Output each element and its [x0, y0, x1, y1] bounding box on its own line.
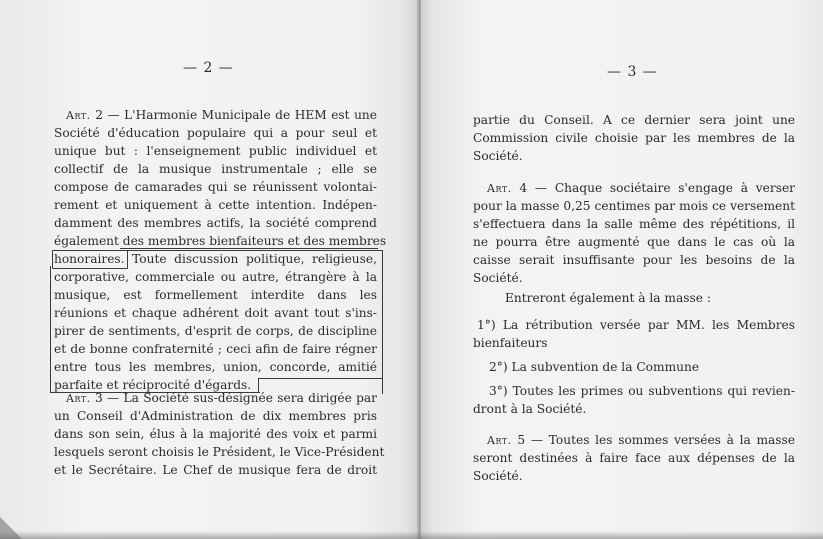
art2-line-6: rement et uniquement à cette intention. Indépen- — [54, 198, 377, 212]
art2-line-4: collectif de la musique instrumentale ; elle se — [54, 162, 377, 176]
art2-line-14: et de bonne confraternité ; ceci afin de faire régner — [54, 342, 377, 356]
highlight-left-rule — [50, 266, 51, 392]
art2-line-10: corporative, commerciale ou autre, étrangère à la — [54, 270, 377, 284]
masse-item-1-line-1: 1°) La rétribution versée par MM. les Membres — [477, 318, 795, 332]
art4-line-1 — [487, 182, 795, 194]
intro-line-1: partie du Conseil. A ce dernier sera joint une — [473, 113, 795, 127]
art3-text-1: 3 — La Société sus-désignée sera dirigée par — [94, 391, 377, 405]
art3-line-3: dans son sein, élus à la majorité des voix et parmi — [54, 427, 377, 441]
art4-line-3: s'effectuera dans la salle même des répétitions, il — [473, 217, 795, 231]
intro-line-2: Commission civile choisie par les membres de la — [473, 131, 795, 145]
art2-line-15: entre tous les membres, union, concorde, amitié — [54, 360, 377, 374]
art2-line-8: également des membres bienfaiteurs et des membres — [54, 234, 387, 248]
art2-line-16: parfaite et réciprocité d'égards. — [54, 378, 252, 392]
masse-item-3-line-1: 3°) Toutes les primes ou subventions qui revien- — [489, 384, 795, 398]
art2-text-1: 2 — L'Harmonie Municipale de HEM est une — [95, 108, 377, 122]
art2-label: Art. — [66, 109, 91, 122]
art3-line-5: et le Secrétaire. Le Chef de musique fera de droit — [54, 463, 377, 477]
art2-line-9: honoraires. Toute discussion politique, religieuse, — [54, 252, 377, 266]
art4-text-1: 4 — Chaque sociétaire s'engage à verser — [519, 181, 795, 195]
page-number-2: — 2 — — [183, 60, 234, 76]
art4-line-6: Société. — [473, 271, 523, 285]
highlight-top-rule — [126, 250, 382, 251]
art2-line-7: damment des membres actifs, la société comprend — [54, 216, 377, 230]
art2-line-11: musique, est formellement interdite dans les — [54, 288, 377, 302]
art2-line-13: pirer de sentiments, d'esprit de corps, de discipline — [54, 324, 377, 338]
art5-line-3: Société. — [473, 469, 523, 483]
art5-line-1 — [487, 434, 795, 446]
art5-label: Art. — [487, 434, 512, 447]
art3-line-4: lesquels seront choisis le Président, le Vice-Président — [54, 445, 385, 459]
masse-item-3-line-2: dront à la Société. — [473, 402, 587, 416]
masse-item-1-line-2: bienfaiteurs — [473, 336, 548, 350]
highlight-right-rule — [382, 250, 383, 394]
art3-label: Art. — [66, 392, 91, 405]
art2-line-12: réunions et chaque adhérent doit avant tout s'ins- — [54, 306, 377, 320]
art5-text-1: 5 — Toutes les sommes versées à la masse — [517, 433, 795, 447]
art3-line-1 — [66, 392, 377, 404]
page-number-3: — 3 — — [607, 64, 658, 80]
art4-line-2: pour la masse 0,25 centimes par mois ce versement — [473, 199, 795, 213]
right-page — [421, 0, 823, 539]
highlight-right-tail — [258, 378, 382, 379]
art4-label: Art. — [487, 182, 512, 195]
intro-line-3: Société. — [473, 149, 523, 163]
masse-heading: Entreront également à la masse : — [505, 291, 711, 305]
art4-line-4: ne pourra être augmenté que dans le cas où la — [473, 235, 795, 249]
art4-line-5: caisse serait insuffisante pour les besoins de la — [473, 253, 795, 267]
art2-line-3: unique but : l'enseignement public individuel et — [54, 144, 377, 158]
art3-line-2: un Conseil d'Administration de dix membres pris — [54, 409, 377, 423]
art2-line-2: Société d'éducation populaire qui a pour seul et — [54, 126, 377, 140]
bottom-shadow — [0, 531, 823, 539]
art2-line-1 — [66, 109, 377, 121]
art2-line-5: compose de camarades qui se réunissent volontai- — [54, 180, 377, 194]
masse-item-2: 2°) La subvention de la Commune — [489, 360, 700, 374]
art5-line-2: seront destinées à faire face aux dépenses de la — [473, 451, 795, 465]
